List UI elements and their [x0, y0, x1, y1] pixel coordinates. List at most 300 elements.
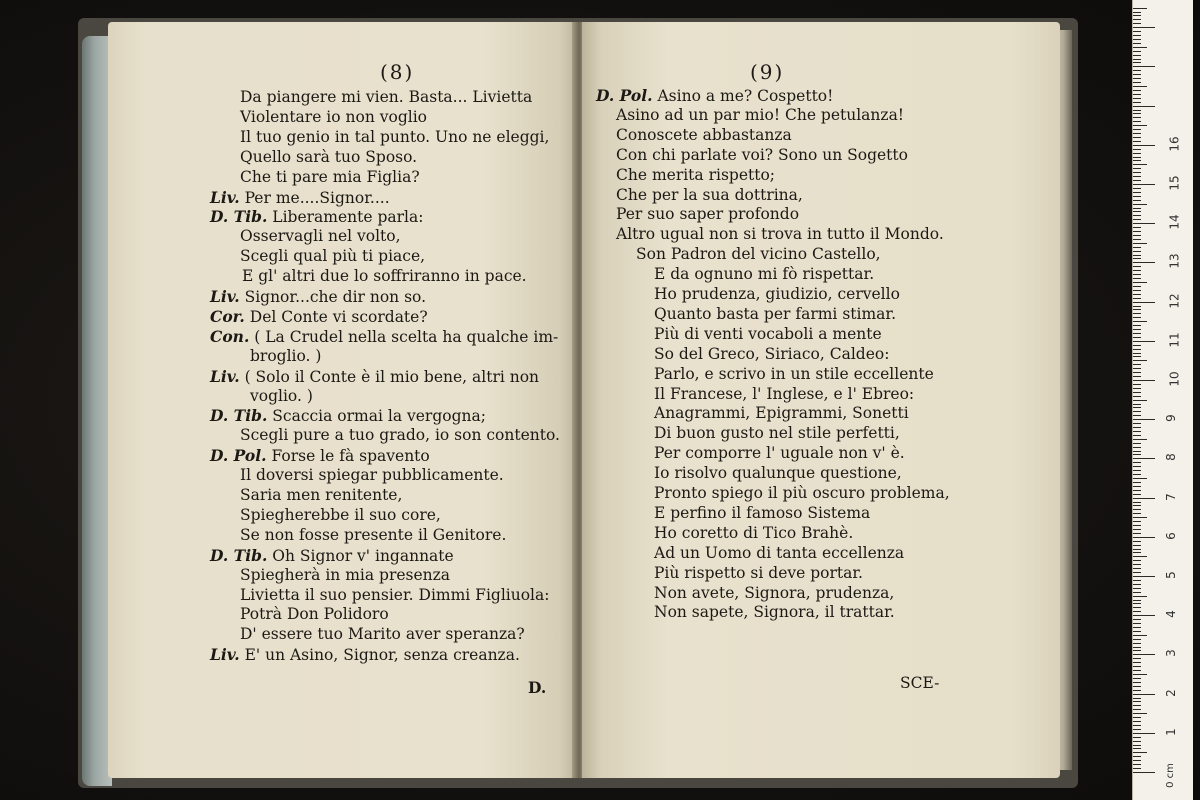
- ruler-tick: [1133, 509, 1141, 510]
- ruler-tick: [1133, 682, 1141, 683]
- ruler-tick: [1133, 760, 1141, 761]
- ruler-tick: [1133, 302, 1155, 303]
- ruler-tick: [1133, 529, 1141, 530]
- text-line: [616, 227, 944, 243]
- text-line: [240, 565, 451, 584]
- line-text: Il doversi spiegar pubblicamente.: [240, 466, 504, 485]
- line-text: Conoscete abbastanza: [616, 125, 792, 144]
- ruler-tick: [1133, 576, 1155, 577]
- line-text: Scaccia ormai la vergogna;: [272, 407, 486, 426]
- text-line: [654, 304, 897, 323]
- ruler-tick: [1133, 98, 1141, 99]
- ruler-tick: [1133, 321, 1147, 322]
- ruler-tick: [1133, 86, 1147, 87]
- ruler-number: 1: [1163, 727, 1178, 736]
- text-line: [240, 249, 425, 265]
- ruler-tick: [1133, 35, 1141, 36]
- line-text: Livietta il suo pensier. Dimmi Figliuola:: [240, 585, 550, 604]
- line-text: Potrà Don Polidoro: [240, 605, 389, 624]
- text-line: [616, 125, 792, 144]
- text-line: [210, 289, 426, 306]
- ruler-tick: [1133, 748, 1141, 749]
- ruler-tick: [1133, 290, 1141, 291]
- ruler-tick: [1133, 70, 1141, 71]
- line-text: Pronto spiego il più oscuro problema,: [654, 484, 950, 502]
- ruler-tick: [1133, 478, 1147, 479]
- ruler-tick: [1133, 552, 1141, 553]
- ruler-tick: [1133, 658, 1141, 659]
- ruler-tick: [1133, 623, 1141, 624]
- line-text: Quanto basta per farmi stimar.: [654, 304, 897, 323]
- line-text: So del Greco, Siriaco, Caldeo:: [654, 344, 890, 363]
- ruler-tick: [1133, 282, 1147, 283]
- ruler-tick: [1133, 51, 1141, 52]
- speaker-label: D. Tib.: [210, 545, 268, 565]
- ruler-tick: [1133, 270, 1141, 271]
- ruler-tick: [1133, 560, 1141, 561]
- line-text: Altro ugual non si trova in tutto il Mondo.: [616, 225, 944, 244]
- line-text: voglio. ): [250, 386, 313, 405]
- right-page: [582, 22, 1060, 778]
- ruler-tick: [1133, 211, 1141, 212]
- ruler-tick: [1133, 631, 1141, 632]
- ruler-tick: [1133, 231, 1141, 232]
- line-text: Di buon gusto nel stile perfetti,: [654, 424, 900, 443]
- ruler-tick: [1133, 12, 1141, 13]
- ruler-unit-label: 0 cm: [1164, 763, 1176, 788]
- ruler-tick: [1133, 235, 1141, 236]
- line-text: Del Conte vi scordate?: [249, 307, 428, 326]
- text-line: [210, 306, 428, 326]
- line-text: E gl' altri due lo soffriranno in pace.: [242, 267, 527, 286]
- ruler-tick: [1133, 384, 1141, 385]
- text-line: [654, 267, 874, 283]
- ruler-tick: [1133, 110, 1141, 111]
- line-text: Che per la sua dottrina,: [616, 185, 803, 204]
- line-text: Ho coretto di Tico Brahè.: [654, 523, 854, 542]
- ruler-tick: [1133, 662, 1141, 663]
- ruler-tick: [1133, 415, 1141, 416]
- line-text: Non sapete, Signora, il trattar.: [654, 603, 895, 622]
- ruler-tick: [1133, 90, 1141, 91]
- ruler-tick: [1133, 160, 1141, 161]
- line-text: Saria men renitente,: [240, 486, 403, 504]
- ruler-tick: [1133, 133, 1141, 134]
- ruler-number: 11: [1167, 332, 1182, 348]
- line-text: Per me....Signor....: [244, 188, 390, 207]
- text-line: [654, 446, 905, 462]
- ruler-number: 2: [1163, 688, 1178, 697]
- text-line: [240, 127, 550, 146]
- ruler-tick: [1133, 102, 1141, 103]
- ruler-tick: [1133, 117, 1141, 118]
- ruler-tick: [1133, 298, 1141, 299]
- ruler-tick: [1133, 568, 1141, 569]
- ruler-tick: [1133, 525, 1141, 526]
- ruler-tick: [1133, 168, 1141, 169]
- text-line: [616, 207, 799, 223]
- text-line: [210, 326, 559, 346]
- line-text: Liberamente parla:: [272, 208, 424, 227]
- ruler-tick: [1133, 741, 1141, 742]
- ruler-tick: [1133, 486, 1141, 487]
- text-line: [250, 346, 322, 365]
- ruler-tick: [1133, 200, 1141, 201]
- ruler-tick: [1133, 157, 1141, 158]
- text-line: [240, 525, 507, 544]
- ruler-tick: [1133, 43, 1141, 44]
- ruler-tick: [1133, 27, 1155, 28]
- ruler-number: 10: [1167, 371, 1182, 387]
- ruler-tick: [1133, 482, 1141, 483]
- ruler-tick: [1133, 717, 1141, 718]
- ruler-tick: [1133, 650, 1141, 651]
- ruler-tick: [1133, 615, 1155, 616]
- ruler-tick: [1133, 349, 1141, 350]
- ruler-tick: [1133, 368, 1141, 369]
- ruler-tick: [1133, 274, 1141, 275]
- ruler-tick: [1133, 533, 1141, 534]
- ruler-tick: [1133, 164, 1147, 165]
- ruler-number: 8: [1163, 453, 1178, 462]
- ruler-tick: [1133, 149, 1141, 150]
- line-text: Spiegherà in mia presenza: [240, 565, 451, 584]
- ruler-tick: [1133, 411, 1141, 412]
- text-line: [654, 543, 905, 562]
- ruler-tick: [1133, 94, 1141, 95]
- ruler-tick: [1133, 113, 1141, 114]
- text-line: [654, 486, 950, 502]
- ruler-tick: [1133, 588, 1141, 589]
- text-line: [654, 384, 915, 403]
- ruler-number: 14: [1167, 214, 1182, 230]
- ruler-tick: [1133, 172, 1141, 173]
- line-text: Che merita rispetto;: [616, 165, 776, 184]
- ruler-tick: [1133, 129, 1141, 130]
- ruler-tick: [1133, 262, 1155, 263]
- ruler-tick: [1133, 517, 1147, 518]
- ruler-tick: [1133, 15, 1141, 16]
- ruler-tick: [1133, 176, 1141, 177]
- ruler-tick: [1133, 388, 1141, 389]
- line-text: Asino a me? Cospetto!: [657, 87, 834, 105]
- ruler-tick: [1133, 309, 1141, 310]
- ruler-tick: [1133, 619, 1141, 620]
- ruler-tick: [1133, 490, 1141, 491]
- ruler-tick: [1133, 184, 1155, 185]
- line-text: Parlo, e scrivo in un stile eccellente: [654, 364, 934, 383]
- line-text: Il Francese, l' Inglese, e l' Ebreo:: [654, 384, 915, 403]
- ruler-tick: [1133, 247, 1141, 248]
- ruler-tick: [1133, 498, 1155, 499]
- ruler-tick: [1133, 505, 1141, 506]
- ruler-tick: [1133, 435, 1141, 436]
- ruler-tick: [1133, 584, 1141, 585]
- ruler-tick: [1133, 729, 1141, 730]
- ruler-tick: [1133, 258, 1141, 259]
- line-text: D' essere tuo Marito aver speranza?: [240, 625, 525, 644]
- ruler-number: 16: [1167, 136, 1182, 152]
- ruler-tick: [1133, 23, 1141, 24]
- line-text: Scegli qual più ti piace,: [240, 247, 426, 266]
- ruler-tick: [1133, 725, 1141, 726]
- text-line: [654, 583, 895, 602]
- ruler-tick: [1133, 713, 1147, 714]
- speaker-label: D. Pol.: [210, 446, 267, 466]
- ruler-tick: [1133, 462, 1141, 463]
- ruler-tick: [1133, 356, 1141, 357]
- text-line: [210, 366, 540, 386]
- ruler-tick: [1133, 313, 1141, 314]
- ruler-tick: [1133, 251, 1141, 252]
- ruler-tick: [1133, 721, 1141, 722]
- catchword-left: D.: [528, 678, 547, 697]
- ruler-tick: [1133, 513, 1141, 514]
- ruler-tick: [1133, 82, 1141, 83]
- ruler-tick: [1133, 66, 1155, 67]
- text-line: [240, 107, 427, 126]
- ruler-tick: [1133, 643, 1141, 644]
- ruler-tick: [1133, 286, 1141, 287]
- ruler-tick: [1133, 376, 1141, 377]
- ruler-tick: [1133, 572, 1141, 573]
- ruler-tick: [1133, 345, 1141, 346]
- ruler-tick: [1133, 188, 1141, 189]
- ruler-tick: [1133, 39, 1141, 40]
- ruler-tick: [1133, 278, 1141, 279]
- ruler-tick: [1133, 670, 1141, 671]
- speaker-label: Liv.: [210, 366, 240, 386]
- line-text: E perfino il famoso Sistema: [654, 503, 871, 522]
- ruler-tick: [1133, 698, 1141, 699]
- line-text: E da ognuno mi fò rispettar.: [654, 265, 875, 284]
- text-line: [654, 523, 854, 542]
- line-text: Per suo saper profondo: [616, 205, 800, 224]
- ruler-tick: [1133, 337, 1141, 338]
- text-line: [210, 187, 390, 207]
- ruler-tick: [1133, 31, 1141, 32]
- text-line: [654, 466, 902, 482]
- text-line: [654, 563, 863, 582]
- ruler-tick: [1133, 592, 1141, 593]
- ruler-tick: [1133, 733, 1155, 734]
- ruler-tick: [1133, 325, 1141, 326]
- text-line: [654, 503, 871, 522]
- text-line: [616, 185, 803, 204]
- ruler-tick: [1133, 611, 1141, 612]
- line-text: Che ti pare mia Figlia?: [240, 167, 420, 186]
- page-number-right: (9): [750, 60, 785, 84]
- ruler-tick: [1133, 647, 1141, 648]
- ruler-tick: [1133, 306, 1141, 307]
- line-text: Son Padron del vicino Castello,: [636, 245, 881, 264]
- ruler-tick: [1133, 423, 1141, 424]
- ruler-tick: [1133, 372, 1141, 373]
- speaker-label: Cor.: [210, 306, 245, 326]
- text-line: [240, 90, 532, 106]
- ruler-tick: [1133, 294, 1141, 295]
- ruler-tick: [1133, 654, 1155, 655]
- ruler-tick: [1133, 180, 1141, 181]
- text-line: [636, 247, 881, 263]
- ruler-tick: [1133, 427, 1141, 428]
- ruler-tick: [1133, 549, 1141, 550]
- ruler-tick: [1133, 474, 1141, 475]
- text-line: [596, 88, 833, 105]
- ruler-number: 3: [1163, 649, 1178, 658]
- ruler-number: 7: [1163, 492, 1178, 501]
- measurement-ruler: [1132, 0, 1193, 800]
- line-text: Signor...che dir non so.: [244, 288, 427, 306]
- ruler-tick: [1133, 596, 1147, 597]
- ruler-tick: [1133, 196, 1141, 197]
- text-line: [242, 269, 527, 285]
- ruler-tick: [1133, 333, 1141, 334]
- ruler-tick: [1133, 690, 1141, 691]
- line-text: Scegli pure a tuo grado, io son contento.: [240, 426, 560, 445]
- ruler-tick: [1133, 600, 1141, 601]
- ruler-tick: [1133, 443, 1141, 444]
- text-line: [240, 488, 402, 504]
- ruler-tick: [1133, 47, 1147, 48]
- ruler-number: 4: [1163, 610, 1178, 619]
- ruler-tick: [1133, 317, 1141, 318]
- text-line: [210, 448, 430, 465]
- line-text: Forse le fà spavento: [271, 447, 430, 466]
- text-line: [210, 647, 520, 664]
- text-line: [654, 426, 900, 442]
- text-line: [240, 505, 441, 524]
- ruler-tick: [1133, 192, 1141, 193]
- ruler-tick: [1133, 360, 1147, 361]
- line-text: Io risolvo qualunque questione,: [654, 464, 902, 483]
- text-line: [240, 468, 504, 484]
- text-line: [240, 229, 401, 245]
- catchword-right: SCE-: [900, 674, 940, 692]
- ruler-tick: [1133, 709, 1141, 710]
- ruler-tick: [1133, 521, 1141, 522]
- line-text: Più rispetto si deve portar.: [654, 563, 863, 582]
- ruler-number: 15: [1167, 175, 1182, 191]
- ruler-tick: [1133, 764, 1141, 765]
- ruler-tick: [1133, 266, 1141, 267]
- ruler-tick: [1133, 204, 1147, 205]
- ruler-tick: [1133, 153, 1141, 154]
- text-line: [240, 585, 550, 604]
- ruler-tick: [1133, 745, 1141, 746]
- text-line: [250, 386, 313, 405]
- ruler-tick: [1133, 19, 1141, 20]
- ruler-tick: [1133, 208, 1141, 209]
- speaker-label: D. Tib.: [210, 207, 268, 227]
- ruler-tick: [1133, 564, 1141, 565]
- ruler-tick: [1133, 451, 1141, 452]
- line-text: Il tuo genio in tal punto. Uno ne eleggi,: [240, 127, 550, 146]
- ruler-tick: [1133, 607, 1141, 608]
- text-line: [210, 209, 423, 226]
- ruler-tick: [1133, 227, 1141, 228]
- ruler-number: 5: [1163, 571, 1178, 579]
- ruler-tick: [1133, 502, 1141, 503]
- line-text: Oh Signor v' ingannate: [272, 546, 454, 565]
- ruler-tick: [1133, 141, 1141, 142]
- ruler-tick: [1133, 439, 1147, 440]
- ruler-tick: [1133, 701, 1141, 702]
- ruler-tick: [1133, 62, 1141, 63]
- text-line: [240, 147, 418, 166]
- ruler-tick: [1133, 106, 1155, 107]
- ruler-tick: [1133, 627, 1141, 628]
- speaker-label: Con.: [210, 326, 250, 346]
- ruler-tick: [1133, 752, 1147, 753]
- page-number-left: (8): [380, 60, 415, 84]
- text-line: [654, 364, 934, 383]
- line-text: Ho prudenza, giudizio, cervello: [654, 285, 900, 303]
- line-text: Quello sarà tuo Sposo.: [240, 147, 418, 166]
- ruler-tick: [1133, 556, 1147, 557]
- ruler-number: 12: [1167, 292, 1182, 309]
- line-text: Violentare io non voglio: [240, 107, 427, 126]
- ruler-tick: [1133, 55, 1141, 56]
- line-text: Con chi parlate voi? Sono un Sogetto: [616, 145, 908, 164]
- text-line: [654, 605, 895, 621]
- ruler-tick: [1133, 494, 1141, 495]
- ruler-tick: [1133, 329, 1141, 330]
- ruler-tick: [1133, 392, 1141, 393]
- ruler-tick: [1133, 137, 1141, 138]
- line-text: Ad un Uomo di tanta eccellenza: [654, 543, 905, 562]
- text-line: [616, 105, 905, 124]
- ruler-tick: [1133, 404, 1141, 405]
- ruler-tick: [1133, 380, 1155, 381]
- ruler-tick: [1133, 145, 1155, 146]
- text-line: [616, 145, 908, 164]
- line-text: broglio. ): [250, 346, 322, 365]
- line-text: Anagrammi, Epigrammi, Sonetti: [654, 404, 909, 423]
- line-text: Più di venti vocaboli a mente: [654, 324, 882, 343]
- text-line: [654, 344, 890, 363]
- ruler-tick: [1133, 639, 1141, 640]
- ruler-number: 9: [1163, 414, 1178, 423]
- ruler-tick: [1133, 396, 1141, 397]
- ruler-tick: [1133, 454, 1141, 455]
- text-line: [654, 324, 882, 343]
- ruler-tick: [1133, 74, 1141, 75]
- ruler-tick: [1133, 431, 1141, 432]
- ruler-tick: [1133, 243, 1147, 244]
- ruler-tick: [1133, 121, 1141, 122]
- ruler-tick: [1133, 458, 1155, 459]
- ruler-tick: [1133, 400, 1147, 401]
- ruler-tick: [1133, 223, 1155, 224]
- ruler-tick: [1133, 635, 1147, 636]
- ruler-tick: [1133, 674, 1147, 675]
- ruler-tick: [1133, 666, 1141, 667]
- ruler-tick: [1133, 125, 1147, 126]
- line-text: Da piangere mi vien. Basta... Livietta: [240, 88, 533, 106]
- ruler-tick: [1133, 678, 1141, 679]
- line-text: Se non fosse presente il Genitore.: [240, 525, 507, 544]
- text-line: [616, 165, 776, 184]
- ruler-tick: [1133, 737, 1141, 738]
- ruler-number: 13: [1167, 253, 1182, 270]
- ruler-tick: [1133, 407, 1141, 408]
- text-line: [240, 627, 525, 643]
- ruler-tick: [1133, 78, 1141, 79]
- ruler-tick: [1133, 341, 1155, 342]
- speaker-label: D. Pol.: [596, 86, 653, 105]
- text-line: [240, 428, 560, 444]
